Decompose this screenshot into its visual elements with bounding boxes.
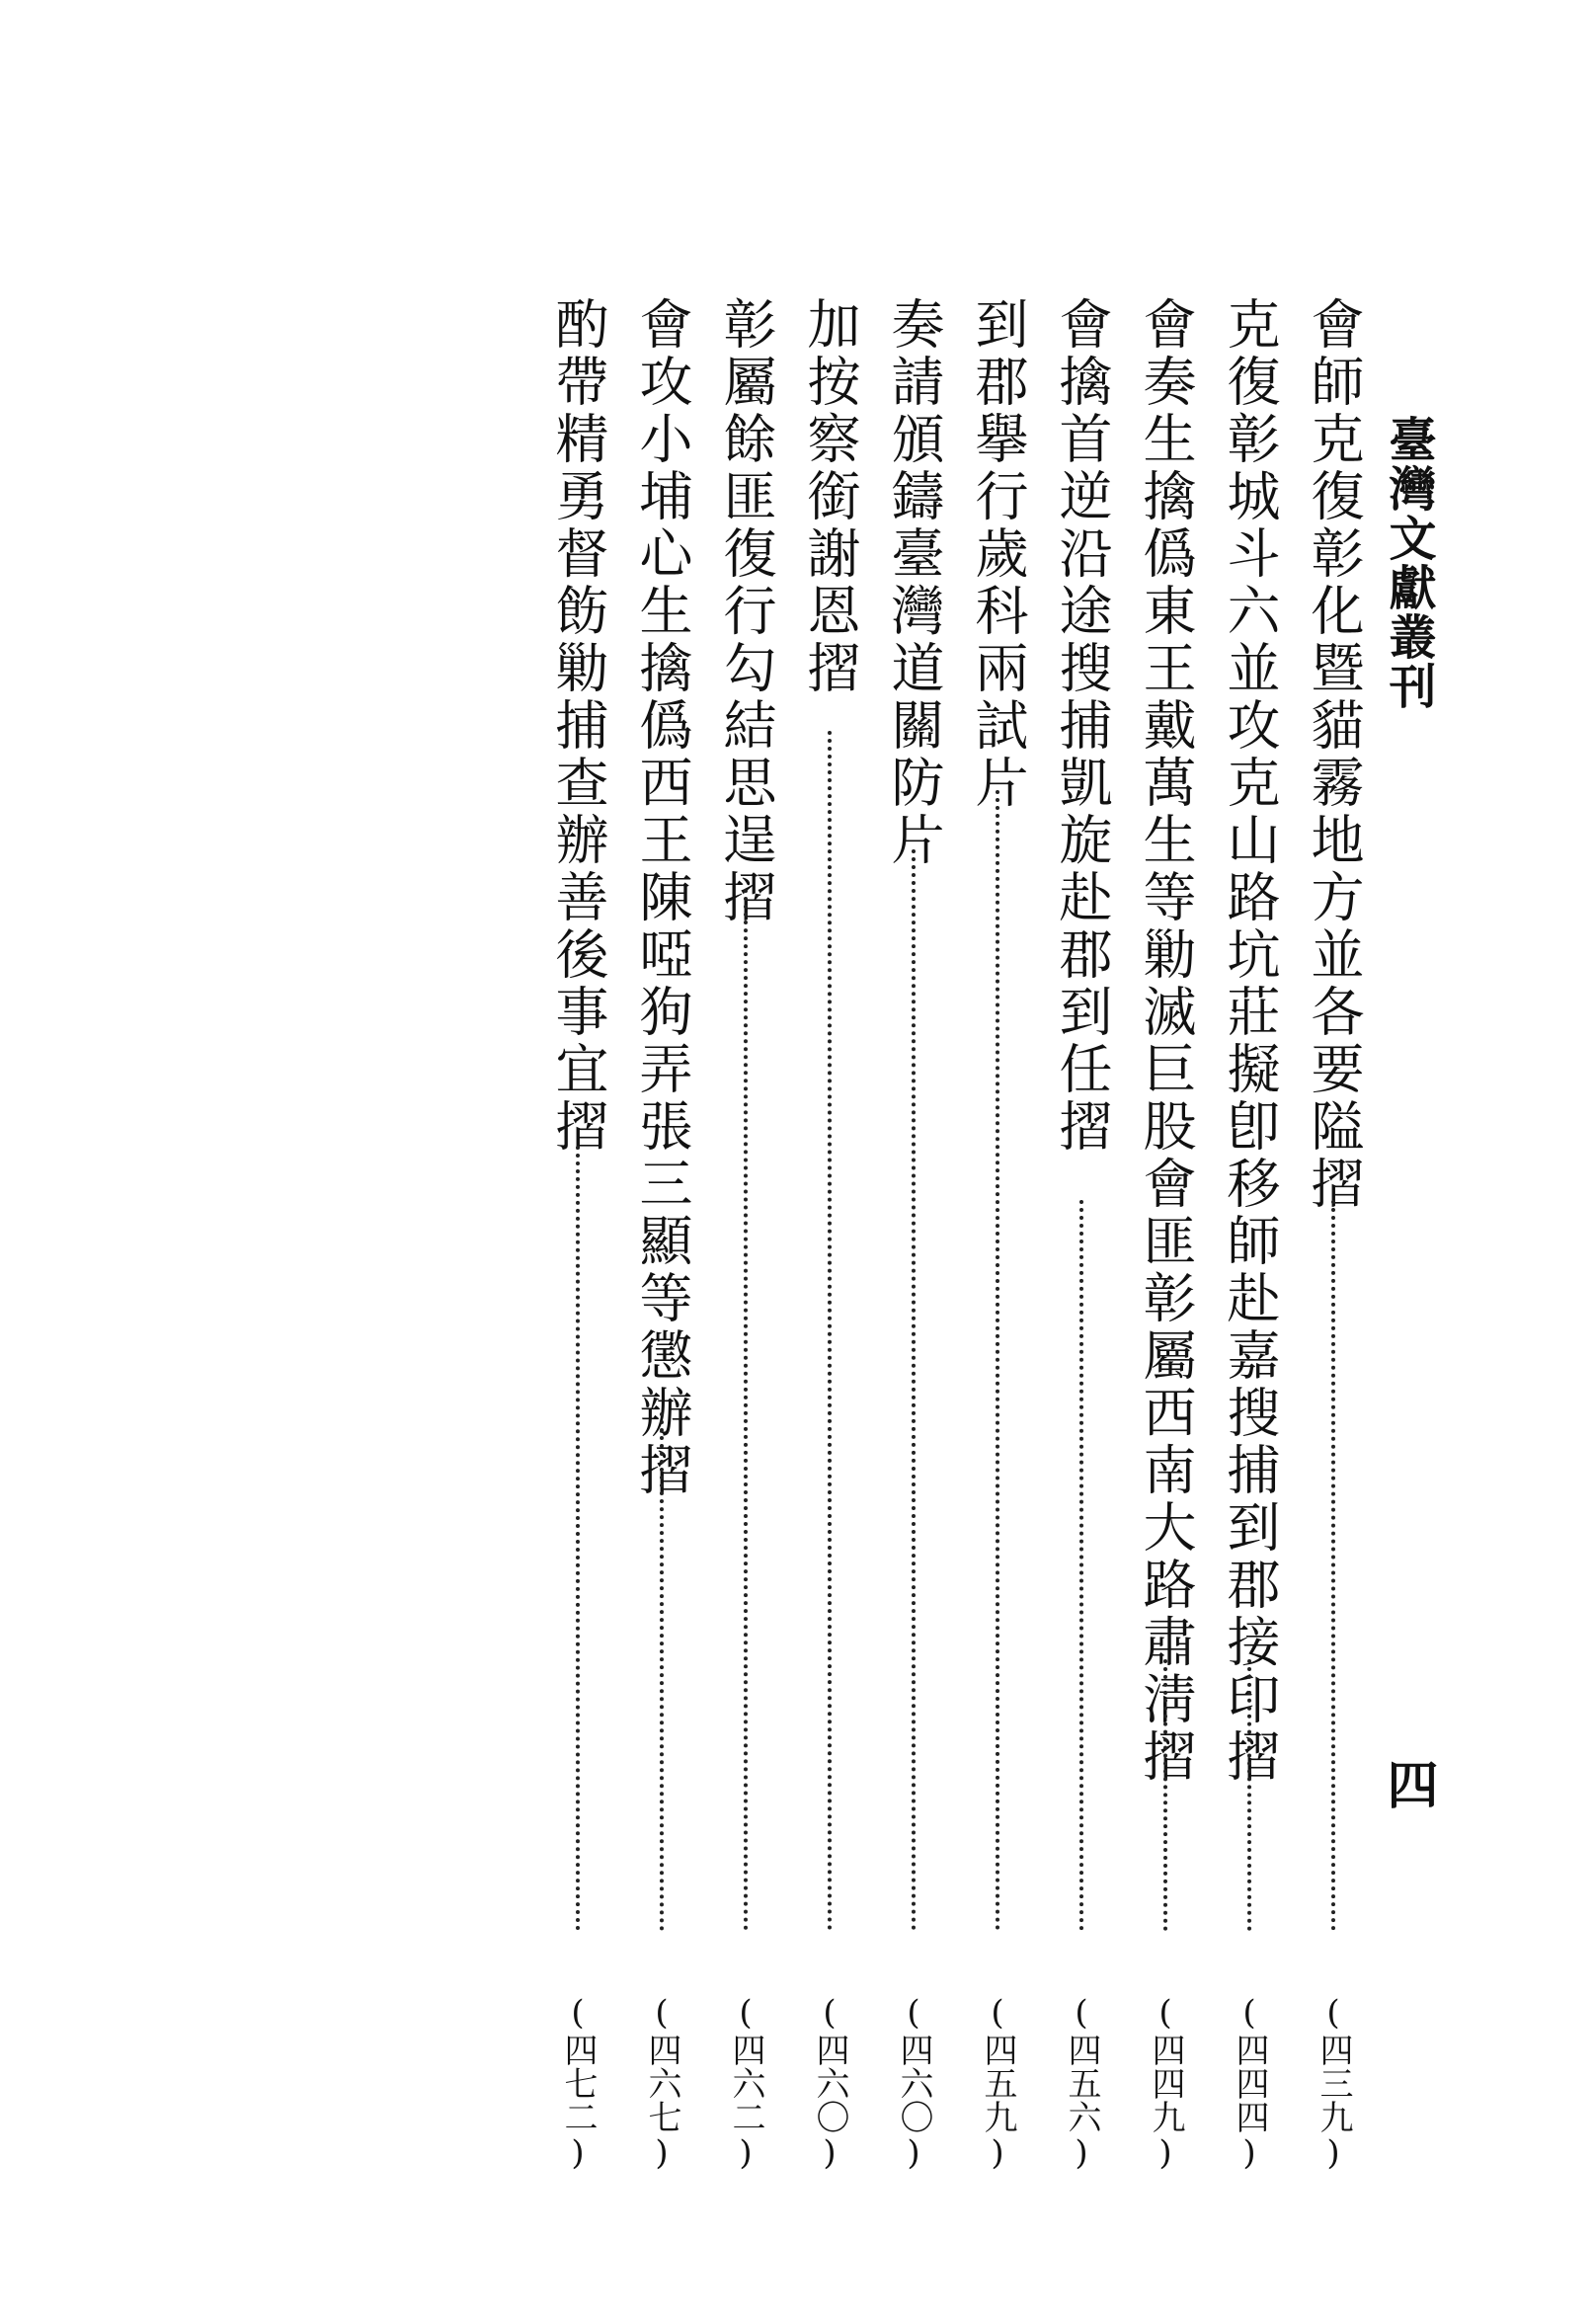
toc-entry-page: (四四四): [1230, 1993, 1269, 2173]
toc-entry-title: 會師克復彰化暨貓霧地方並各要隘摺: [1303, 296, 1365, 1213]
toc-entry-title: 克復彰城斗六並攻克山路坑莊擬卽移師赴嘉搜捕到郡接印摺: [1219, 296, 1281, 1786]
toc-entry-page: (四六二): [726, 1993, 765, 2173]
toc-entry-title: 酌帶精勇督飭勦捕查辦善後事宜摺: [547, 296, 609, 1156]
toc-entry-page: (四三九): [1314, 1993, 1353, 2173]
dot-leader: [1163, 1659, 1187, 1931]
toc-entry: [1052, 296, 1111, 2173]
dot-leader: [660, 1412, 683, 1931]
table-of-contents: [547, 296, 1365, 2173]
toc-entry: [968, 296, 1027, 2173]
page-folio: 四: [1378, 1758, 1438, 1809]
toc-entry: [884, 296, 943, 2173]
toc-entry: [632, 296, 691, 2173]
dot-leader: [912, 849, 935, 1931]
toc-entry-title: 到郡擧行歲科兩試片: [967, 296, 1029, 812]
toc-entry-title: 彰屬餘匪復行勾結思逞摺: [715, 296, 777, 926]
dot-leader: [1331, 1200, 1355, 1931]
toc-entry: [1220, 296, 1279, 2173]
toc-entry-page: (四五九): [978, 1993, 1017, 2173]
dot-leader: [1079, 1200, 1103, 1931]
toc-entry: [716, 296, 775, 2173]
dot-leader: [828, 731, 851, 1931]
toc-entry-title: 會攻小埔心生擒僞西王陳啞狗弄張三顯等懲辦摺: [631, 296, 693, 1499]
toc-entry-page: (四六〇): [894, 1993, 933, 2173]
running-header-title: 臺灣文獻叢刊: [1381, 415, 1436, 711]
toc-entry-title: 加按察銜謝恩摺: [799, 296, 861, 697]
toc-entry: [1136, 296, 1195, 2173]
dot-leader: [1247, 1659, 1271, 1931]
toc-entry-page: (四六〇): [810, 1993, 849, 2173]
dot-leader: [996, 790, 1019, 1931]
toc-entry-page: (四七二): [558, 1993, 598, 2173]
toc-entry-page: (四四九): [1146, 1993, 1185, 2173]
dot-leader: [576, 1146, 599, 1931]
toc-entry-title: 奏請頒鑄臺灣道關防片: [883, 296, 945, 869]
toc-entry: [548, 296, 607, 2173]
toc-entry-page: (四六七): [642, 1993, 681, 2173]
toc-entry: [800, 296, 859, 2173]
toc-entry: [1304, 296, 1363, 2173]
toc-entry-title: 會擒首逆沿途搜捕凱旋赴郡到任摺: [1051, 296, 1113, 1156]
dot-leader: [744, 889, 767, 1931]
toc-entry-page: (四五六): [1062, 1993, 1101, 2173]
toc-entry-title: 會奏生擒僞東王戴萬生等勦滅巨股會匪彰屬西南大路肅淸摺: [1135, 296, 1197, 1786]
